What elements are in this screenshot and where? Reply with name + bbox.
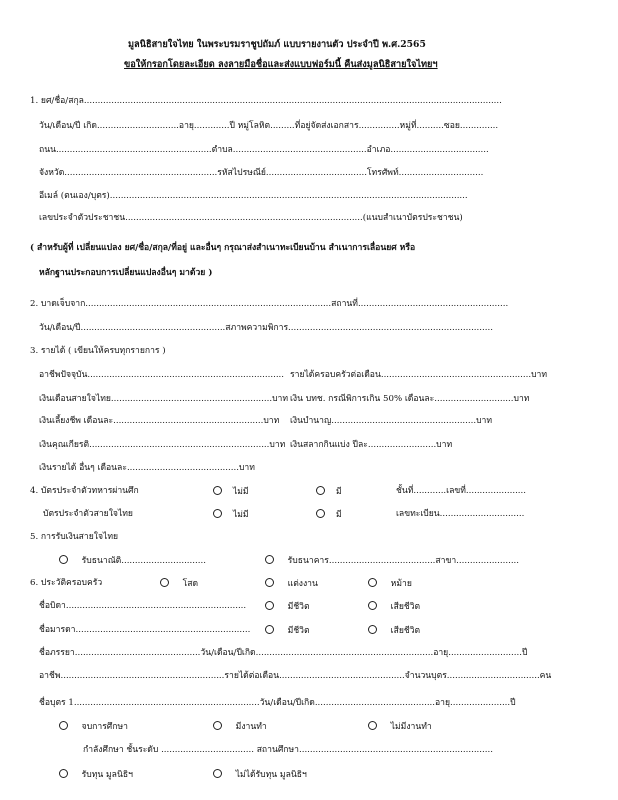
option-label: จบการศึกษา bbox=[81, 722, 128, 732]
radio-circle-icon bbox=[265, 625, 274, 634]
option-label: มีชีวิต bbox=[287, 602, 310, 612]
registration-number-field[interactable]: เลขทะเบียน............................... bbox=[396, 509, 525, 519]
option-label: มีชีวิต bbox=[287, 626, 310, 636]
radio-circle-icon bbox=[213, 769, 222, 778]
no-scholarship-option[interactable] bbox=[213, 769, 307, 781]
radio-circle-icon bbox=[368, 721, 377, 730]
option-label: รับทุน มูลนิธิฯ bbox=[81, 770, 133, 780]
radio-circle-icon bbox=[59, 721, 68, 730]
disability-allowance-field[interactable]: เงิน บทช. กรณีพิการเกิน 50% เดือนละ.............................บาท bbox=[290, 394, 530, 404]
money-order-label: รับธนาณัติ............................... bbox=[81, 556, 206, 566]
road-subdistrict-field[interactable]: ถนน.........................................................ตำบล.................................................อำเภอ.................................... bbox=[39, 145, 489, 155]
veteran-card-none-option[interactable] bbox=[213, 486, 249, 498]
father-name-field[interactable]: ชื่อบิดา.................................................................. bbox=[39, 601, 247, 611]
employed-option[interactable] bbox=[213, 721, 267, 733]
radio-circle-icon bbox=[265, 555, 274, 564]
radio-circle-icon bbox=[213, 486, 222, 495]
option-label: ไม่มี bbox=[232, 510, 249, 520]
radio-circle-icon bbox=[316, 486, 325, 495]
married-option[interactable] bbox=[265, 578, 318, 590]
change-note-cont: หลักฐานประกอบการเปลี่ยนแปลงอื่นๆ มาด้วย ) bbox=[39, 268, 213, 278]
mother-alive-option[interactable] bbox=[265, 625, 310, 637]
rank-name-field[interactable]: 1. ยศ/ชื่อ/สกุล......................................................................................................................................................... bbox=[30, 96, 502, 106]
option-label: แต่งงาน bbox=[287, 579, 318, 589]
injury-field[interactable]: 2. บาดเจ็บจาก..........................................................................................สถานที่....................................................... bbox=[30, 299, 509, 309]
option-label: โสด bbox=[182, 579, 199, 589]
option-label: เสียชีวิต bbox=[390, 602, 421, 612]
living-allowance-field[interactable]: เงินเลี้ยงชีพ เดือนละ.......................................................บาท bbox=[39, 416, 280, 426]
option-label: ไม่มี bbox=[232, 487, 249, 497]
option-label: มีงานทำ bbox=[235, 722, 267, 732]
option-label: ไม่ได้รับทุน มูลนิธิฯ bbox=[235, 770, 307, 780]
wife-field[interactable]: ชื่อภรรยา..............................................วัน/เดือน/ปีเกิด.................................................................อายุ...........................ปี bbox=[39, 648, 528, 658]
unemployed-option[interactable] bbox=[368, 721, 432, 733]
family-history-label: 6. ประวัติครอบครัว bbox=[30, 578, 103, 588]
mother-deceased-option[interactable] bbox=[368, 625, 420, 637]
father-deceased-option[interactable] bbox=[368, 601, 420, 613]
single-option[interactable] bbox=[160, 578, 198, 590]
scholarship-option[interactable] bbox=[59, 769, 133, 781]
honor-money-field[interactable]: เงินคุณเกียรติ..................................................................บาท bbox=[39, 440, 286, 450]
radio-circle-icon bbox=[368, 578, 377, 587]
wife-occupation-field[interactable]: อาชีพ............................................................รายได้ต่อเดือน..............................................จำนวนบุตร..................................คน bbox=[39, 671, 552, 681]
option-label: เสียชีวิต bbox=[390, 626, 421, 636]
radio-circle-icon bbox=[59, 769, 68, 778]
radio-circle-icon bbox=[213, 721, 222, 730]
saijai-card-label: บัตรประจำตัวสายใจไทย bbox=[43, 509, 133, 519]
saijai-salary-field[interactable]: เงินเดือนสายใจไทย...........................................................บาท bbox=[39, 394, 289, 404]
occupation-field[interactable]: อาชีพปัจจุบัน........................................................................ bbox=[39, 370, 285, 380]
mother-name-field[interactable]: ชื่อมารดา................................................................ bbox=[39, 625, 251, 635]
bank-option[interactable] bbox=[265, 555, 519, 567]
option-label: หม้าย bbox=[390, 579, 412, 589]
option-label: มี bbox=[335, 510, 342, 520]
radio-circle-icon bbox=[368, 625, 377, 634]
radio-circle-icon bbox=[160, 578, 169, 587]
radio-circle-icon bbox=[265, 601, 274, 610]
saijai-card-none-option[interactable] bbox=[213, 509, 249, 521]
birth-address-field[interactable]: วัน/เดือน/ปี เกิด..............................อายุ.............ปี หมู่โลหิต.........ที่อยู่จัดส่งเอกสาร...............หมู่ที่..........ซอย.............. bbox=[39, 121, 499, 131]
injury-date-disability-field[interactable]: วัน/เดือน/ปี.....................................................สภาพความพิการ........................................................................... bbox=[39, 323, 493, 333]
radio-circle-icon bbox=[265, 578, 274, 587]
form-subtitle: ขอให้กรอกโดยละเอียด ลงลายมือชื่อและส่งแบบฟอร์มนี้ คืนส่งมูลนิธิสายใจไทยฯ bbox=[124, 59, 438, 70]
pension-field[interactable]: เงินบำนาญ.....................................................บาท bbox=[290, 416, 493, 426]
child-1-field[interactable]: ชื่อบุตร 1....................................................................วัน/เดือน/ปีเกิด............................................อายุ......................ปี bbox=[39, 698, 516, 708]
veteran-card-has-option[interactable] bbox=[316, 486, 342, 498]
option-label: มี bbox=[335, 487, 342, 497]
form-title: มูลนิธิสายใจไทย ในพระบรมราชูปถัมภ์ แบบรายงานตัว ประจำปี พ.ศ.2565 bbox=[128, 39, 426, 50]
payment-method-heading: 5. การรับเงินสายใจไทย bbox=[30, 532, 119, 542]
lottery-field[interactable]: เงินสลากกินแบ่ง ปีละ.........................บาท bbox=[290, 440, 453, 450]
bank-label: รับธนาคาร.......................................สาขา....................... bbox=[287, 556, 520, 566]
income-heading: 3. รายได้ ( เขียนให้ครบทุกรายการ ) bbox=[30, 346, 166, 356]
other-income-field[interactable]: เงินรายได้ อื่นๆ เดือนละ.........................................บาท bbox=[39, 463, 255, 473]
change-note: ( สำหรับผู้ที่ เปลี่ยนแปลง ยศ/ชื่อ/สกุล/ที่อยู่ และอื่นๆ กรุณาส่งสำเนาทะเบียนบ้าน สำเนาการเลื่อนยศ หรือ bbox=[30, 243, 416, 253]
option-label: ไม่มีงานทำ bbox=[390, 722, 432, 732]
veteran-card-label: 4. บัตรประจำตัวทหารผ่านศึก bbox=[30, 486, 139, 496]
veteran-class-number-field[interactable]: ชั้นที่............เลขที่...................... bbox=[396, 486, 526, 496]
radio-circle-icon bbox=[59, 555, 68, 564]
radio-circle-icon bbox=[316, 509, 325, 518]
radio-circle-icon bbox=[368, 601, 377, 610]
radio-circle-icon bbox=[213, 509, 222, 518]
father-alive-option[interactable] bbox=[265, 601, 310, 613]
province-phone-field[interactable]: จังหวัด........................................................รหัสไปรษณีย์.....................................โทรศัพท์............................... bbox=[39, 168, 484, 178]
studying-field[interactable]: กำลังศึกษา ชั้นระดับ .................................. สถานศึกษา....................................................................... bbox=[83, 745, 493, 755]
money-order-option[interactable] bbox=[59, 555, 206, 567]
id-number-field[interactable]: เลขประจำตัวประชาชน.......................................................................................(แนบสำเนาบัตรประชาชน) bbox=[39, 213, 463, 223]
graduated-option[interactable] bbox=[59, 721, 128, 733]
widowed-option[interactable] bbox=[368, 578, 412, 590]
email-field[interactable]: อีเมล์ (ตนเอง/บุตร)................................................................................................................................... bbox=[39, 191, 468, 201]
saijai-card-has-option[interactable] bbox=[316, 509, 342, 521]
family-income-field[interactable]: รายได้ครอบครัวต่อเดือน.......................................................บาท bbox=[290, 370, 548, 380]
